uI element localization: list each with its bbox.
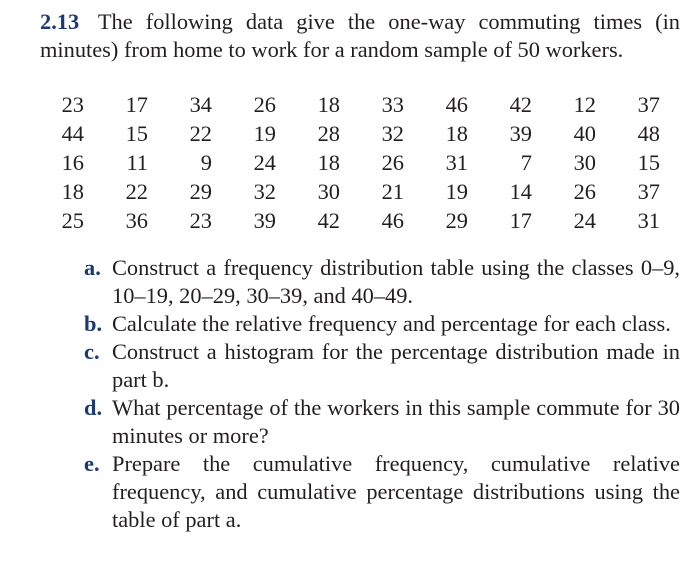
problem-statement	[40, 8, 680, 64]
data-cell: 28	[317, 121, 340, 146]
commute-data-table	[40, 90, 660, 235]
data-cell: 26	[381, 150, 404, 175]
data-cell: 11	[126, 150, 148, 175]
data-row	[40, 148, 660, 177]
part-letter: d.	[84, 395, 103, 420]
data-cell: 31	[445, 150, 468, 175]
data-cell: 19	[445, 179, 468, 204]
part-letter: a.	[84, 255, 101, 280]
data-cell: 29	[445, 208, 468, 233]
data-cell: 9	[200, 150, 212, 175]
part-d	[84, 394, 680, 450]
data-cell: 30	[573, 150, 596, 175]
data-cell: 30	[317, 179, 340, 204]
data-cell: 37	[637, 92, 660, 117]
part-a	[84, 254, 680, 310]
part-text: Construct a frequency distribution table using the classes 0–9, 10–19, 20–29, 30–39, and 40–49.	[112, 255, 680, 308]
data-cell: 44	[61, 121, 84, 146]
part-e	[84, 450, 680, 534]
data-cell: 42	[317, 208, 340, 233]
data-cell: 32	[381, 121, 404, 146]
part-letter: c.	[84, 339, 100, 364]
part-letter: e.	[84, 451, 100, 476]
data-cell: 37	[637, 179, 660, 204]
data-cell: 22	[125, 179, 148, 204]
data-row	[40, 119, 660, 148]
problem-text: The following data give the one-way commuting times (in minutes) from home to work for a random sample of 50 workers.	[40, 9, 680, 62]
part-text: Prepare the cumulative frequency, cumulative relative frequency, and cumulative percentage distributions using the table of part a.	[112, 451, 680, 532]
data-cell: 15	[125, 121, 148, 146]
data-cell: 15	[637, 150, 660, 175]
data-cell: 18	[317, 92, 340, 117]
data-cell: 19	[253, 121, 276, 146]
data-cell: 22	[189, 121, 212, 146]
part-c	[84, 338, 680, 394]
data-cell: 31	[637, 208, 660, 233]
data-cell: 16	[61, 150, 84, 175]
data-cell: 48	[637, 121, 660, 146]
data-cell: 7	[520, 150, 532, 175]
data-cell: 18	[317, 150, 340, 175]
data-cell: 29	[189, 179, 212, 204]
data-cell: 24	[253, 150, 276, 175]
data-cell: 17	[509, 208, 532, 233]
data-cell: 23	[189, 208, 212, 233]
part-b	[84, 310, 680, 338]
data-cell: 40	[573, 121, 596, 146]
data-cell: 39	[509, 121, 532, 146]
data-cell: 46	[381, 208, 404, 233]
data-cell: 26	[573, 179, 596, 204]
data-cell: 21	[381, 179, 404, 204]
data-cell: 26	[253, 92, 276, 117]
data-cell: 39	[253, 208, 276, 233]
data-cell: 12	[573, 92, 596, 117]
data-row	[40, 177, 660, 206]
part-text: Construct a histogram for the percentage distribution made in part b.	[112, 339, 680, 392]
data-row	[40, 206, 660, 235]
data-cell: 24	[573, 208, 596, 233]
data-cell: 14	[509, 179, 532, 204]
part-text: What percentage of the workers in this sample commute for 30 minutes or more?	[112, 395, 680, 448]
data-cell: 46	[445, 92, 468, 117]
data-cell: 34	[189, 92, 212, 117]
data-cell: 32	[253, 179, 276, 204]
data-cell: 23	[61, 92, 84, 117]
question-parts	[84, 254, 680, 534]
problem-number: 2.13	[40, 9, 80, 34]
part-letter: b.	[84, 311, 103, 336]
data-cell: 25	[61, 208, 84, 233]
data-cell: 33	[381, 92, 404, 117]
data-cell: 18	[445, 121, 468, 146]
data-row	[40, 90, 660, 119]
part-text: Calculate the relative frequency and percentage for each class.	[112, 311, 671, 336]
data-cell: 17	[125, 92, 148, 117]
data-cell: 36	[125, 208, 148, 233]
data-cell: 18	[61, 179, 84, 204]
data-cell: 42	[509, 92, 532, 117]
